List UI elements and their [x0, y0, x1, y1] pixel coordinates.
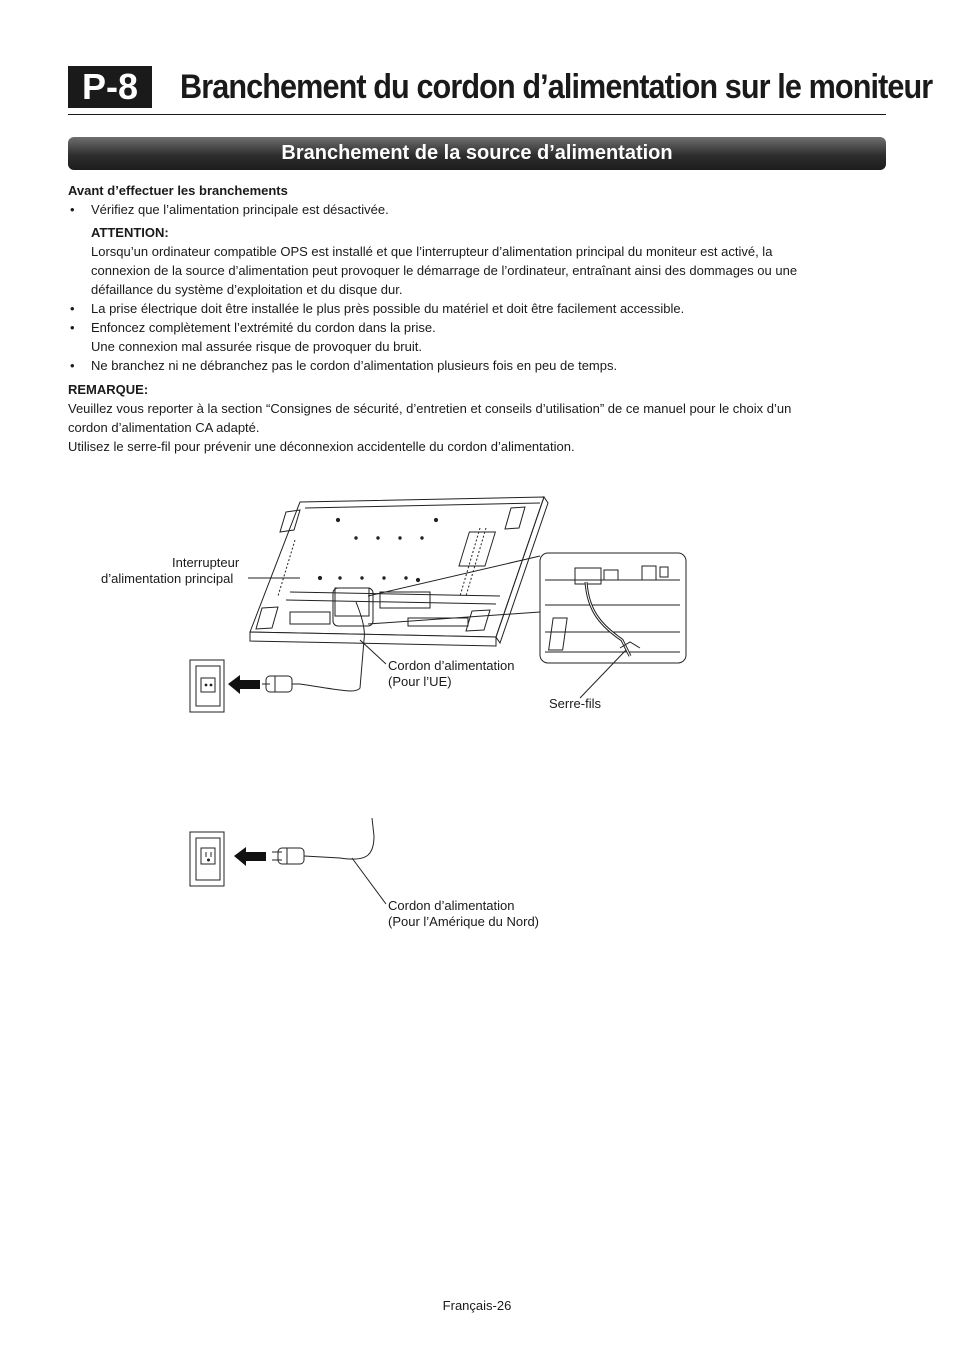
- label-switch-line-2: d’alimentation principal: [101, 571, 234, 586]
- label-switch-line-1: Interrupteur: [172, 555, 240, 570]
- before-heading: Avant d’effectuer les branchements: [68, 183, 288, 198]
- label-cord-eu-line-1: Cordon d’alimentation: [388, 658, 515, 673]
- bullet-insert-plug-note: Une connexion mal assurée risque de provoquer du bruit.: [91, 339, 422, 354]
- page-title: Branchement du cordon d’alimentation sur le moniteur: [180, 68, 933, 106]
- bullet-insert-plug: • Enfoncez complètement l’extrémité du cordon dans la prise.: [68, 318, 868, 337]
- attention-line-1: Lorsqu’un ordinateur compatible OPS est installé et que l’interrupteur d’alimentation principal du moniteur est activé, la: [91, 244, 773, 259]
- attention-line-2: connexion de la source d’alimentation peut provoquer le démarrage de l’ordinateur, entraînant ainsi des dommages ou une: [91, 263, 798, 278]
- na-plug: [272, 848, 304, 864]
- label-cable-clamp: Serre-fils: [549, 696, 602, 711]
- remark-line-3: Utilisez le serre-fil pour prévenir une déconnexion accidentelle du cordon d’alimentation.: [68, 439, 575, 454]
- section-heading: Branchement de la source d’alimentation: [68, 137, 886, 170]
- attention-line-3: défaillance du système d’exploitation et du disque dur.: [91, 282, 403, 297]
- label-cord-na-line-1: Cordon d’alimentation: [388, 898, 515, 913]
- remark-line-2: cordon d’alimentation CA adapté.: [68, 420, 260, 435]
- bullet-outlet: • La prise électrique doit être installée le plus près possible du matériel et doit être facilement accessible.: [68, 299, 868, 318]
- bullet-no-repeat: • Ne branchez ni ne débranchez pas le cordon d’alimentation plusieurs fois en peu de temps.: [68, 356, 868, 375]
- attention-label: ATTENTION:: [91, 225, 169, 240]
- page-number: Français-26: [442, 1298, 512, 1313]
- remark-line-1: Veuillez vous reporter à la section “Consignes de sécurité, d’entretien et conseils d’utilisation” de ce manuel pour le choix d’un: [68, 401, 792, 416]
- bullet-power-off: • Vérifiez que l’alimentation principale est désactivée.: [68, 200, 868, 219]
- label-cord-na-line-2: (Pour l’Amérique du Nord): [388, 914, 540, 929]
- na-wall-outlet: [190, 832, 224, 886]
- eu-wall-outlet: [190, 660, 224, 712]
- remark-label: REMARQUE:: [68, 382, 149, 397]
- detail-callout-box: [540, 553, 686, 663]
- label-cord-eu-line-2: (Pour l’UE): [388, 674, 452, 689]
- section-badge: P-8: [68, 66, 152, 108]
- eu-plug: [262, 676, 292, 692]
- monitor-back-illustration: [250, 497, 548, 646]
